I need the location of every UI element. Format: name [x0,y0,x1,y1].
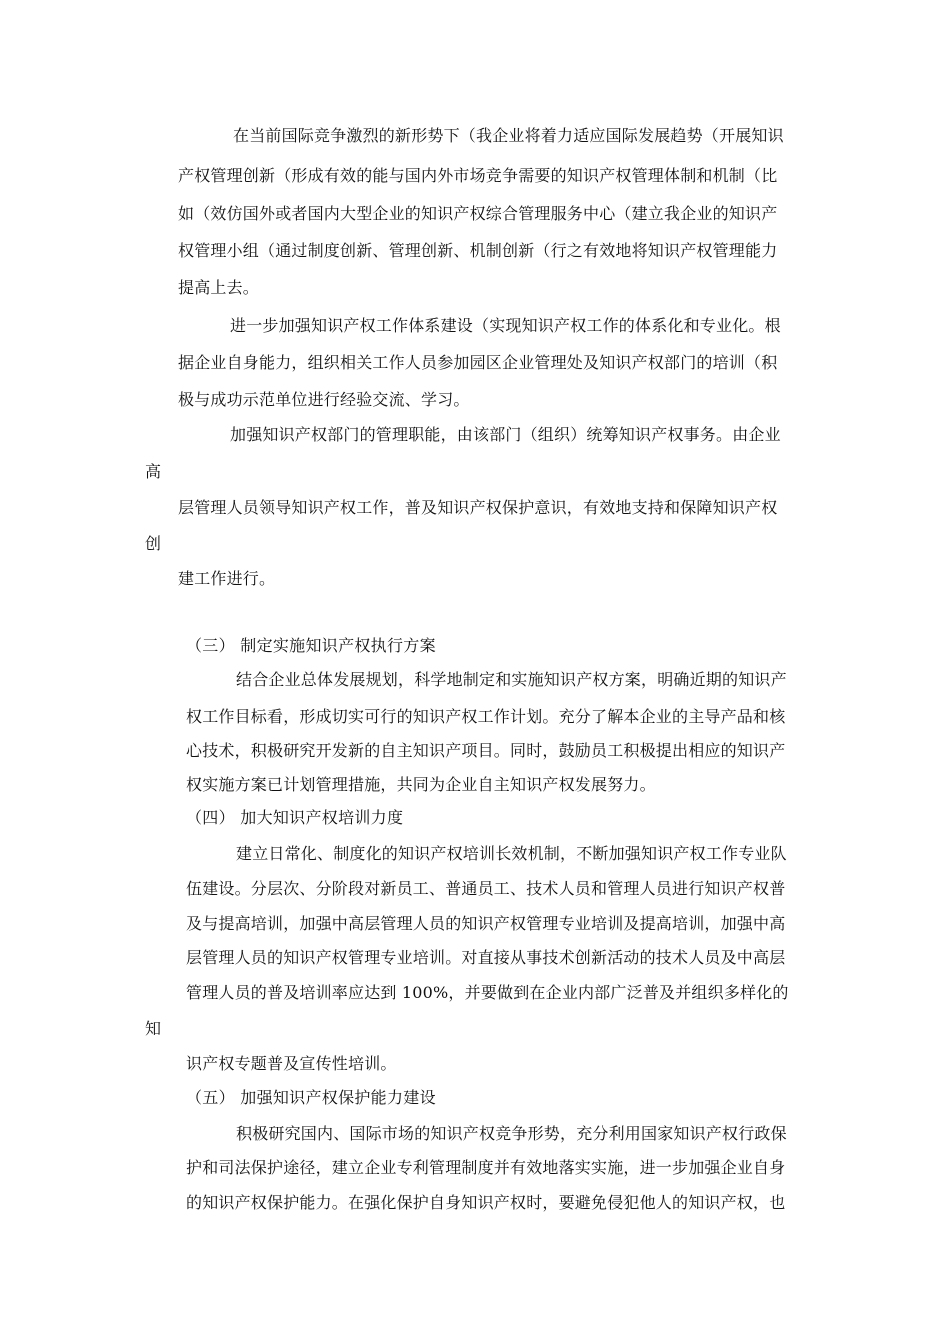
paragraph-line-wrapped-char: 高 [145,462,162,481]
paragraph-line: 据企业自身能力，组织相关工作人员参加园区企业管理处及知识产权部门的培训（积 [178,353,778,372]
paragraph-line: 心技术，积极研究开发新的自主知识产项目。同时，鼓励员工积极提出相应的知识产 [186,741,786,760]
paragraph-line: 层管理人员的知识产权管理专业培训。对直接从事技术创新活动的技术人员及中高层 [186,948,786,967]
paragraph-line: 及与提高培训，加强中高层管理人员的知识产权管理专业培训及提高培训，加强中高 [186,914,786,933]
paragraph-line: 建立日常化、制度化的知识产权培训长效机制，不断加强知识产权工作专业队 [236,844,787,863]
paragraph-line: 极与成功示范单位进行经验交流、学习。 [178,390,470,409]
paragraph-line: 的知识产权保护能力。在强化保护自身知识产权时，要避免侵犯他人的知识产权，也 [186,1193,786,1212]
paragraph-line: 加强知识产权部门的管理职能，由该部门（组织）统筹知识产权事务。由企业 [230,425,781,444]
paragraph-line: 积极研究国内、国际市场的知识产权竞争形势，充分利用国家知识产权行政保 [236,1124,787,1143]
paragraph-line: 伍建设。分层次、分阶段对新员工、普通员工、技术人员和管理人员进行知识产权普 [186,879,786,898]
paragraph-line: 建工作进行。 [178,569,276,588]
paragraph-line: 在当前国际竞争激烈的新形势下（我企业将着力适应国际发展趋势（开展知识 [233,126,784,145]
section-heading: （四） 加大知识产权培训力度 [186,808,404,827]
section-heading: （三） 制定实施知识产权执行方案 [186,636,436,655]
paragraph-line: 权实施方案已计划管理措施，共同为企业自主知识产权发展努力。 [186,775,656,794]
paragraph-line: 识产权专题普及宣传性培训。 [186,1054,397,1073]
paragraph-line: 产权管理创新（形成有效的能与国内外市场竞争需要的知识产权管理体制和机制（比 [178,166,778,185]
paragraph-line: 管理人员的普及培训率应达到 100%，并要做到在企业内部广泛普及并组织多样化的 [186,983,789,1002]
paragraph-line: 结合企业总体发展规划，科学地制定和实施知识产权方案，明确近期的知识产 [236,670,787,689]
paragraph-line: 权管理小组（通过制度创新、管理创新、机制创新（行之有效地将知识产权管理能力 [178,241,778,260]
paragraph-line-wrapped-char: 知 [145,1019,162,1038]
section-heading: （五） 加强知识产权保护能力建设 [186,1088,436,1107]
paragraph-line-wrapped-char: 创 [145,534,162,553]
paragraph-line: 进一步加强知识产权工作体系建设（实现知识产权工作的体系化和专业化。根 [230,316,781,335]
paragraph-line: 提高上去。 [178,278,260,297]
paragraph-line: 权工作目标看，形成切实可行的知识产权工作计划。充分了解本企业的主导产品和核 [186,707,786,726]
paragraph-line: 如（效仿国外或者国内大型企业的知识产权综合管理服务中心（建立我企业的知识产 [178,204,778,223]
paragraph-line: 护和司法保护途径，建立企业专利管理制度并有效地落实实施，进一步加强企业自身 [186,1158,786,1177]
paragraph-line: 层管理人员领导知识产权工作，普及知识产权保护意识，有效地支持和保障知识产权 [178,498,778,517]
